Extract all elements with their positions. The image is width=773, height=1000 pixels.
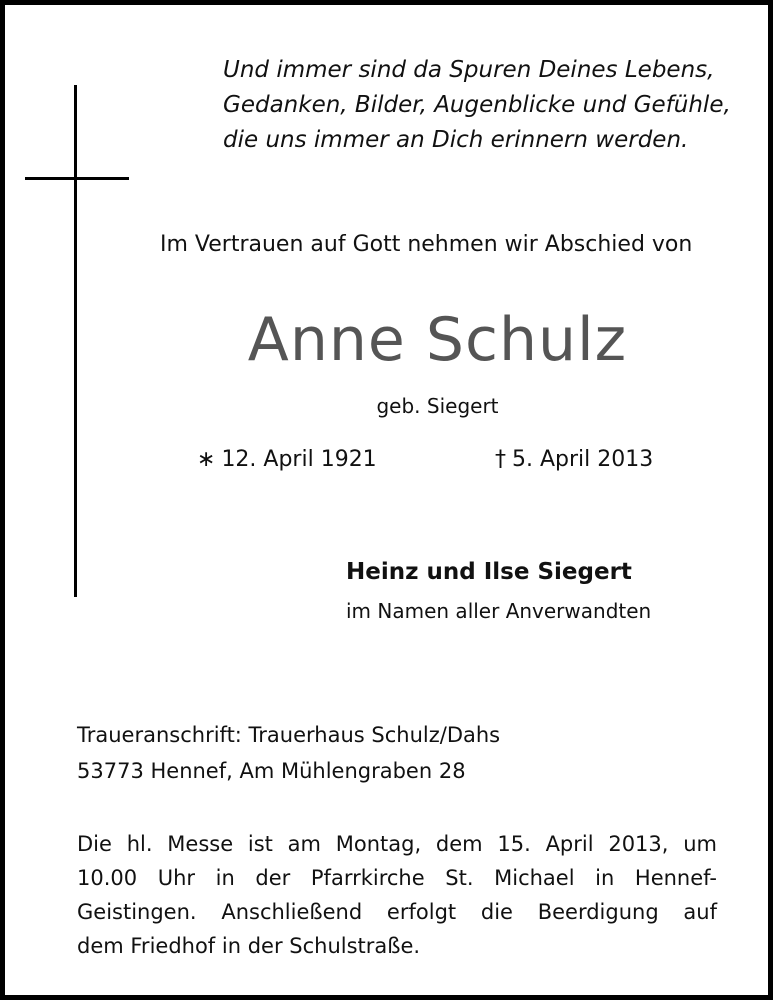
mourning-address xyxy=(77,717,717,789)
death-info xyxy=(495,445,653,475)
verse-line: Und immer sind da Spuren Deines Lebens, xyxy=(223,57,715,83)
maiden-name: geb. Siegert xyxy=(376,394,499,418)
mourner-names: Heinz und Ilse Siegert xyxy=(346,559,632,585)
birth-info xyxy=(197,445,377,475)
mass-line: 10.00 Uhr in der Pfarrkirche St. Michael in Hennef- xyxy=(77,866,717,890)
address-line: 53773 Hennef, Am Mühlengraben 28 xyxy=(77,759,466,783)
mass-notice xyxy=(77,827,717,963)
verse-line: Gedanken, Bilder, Augenblicke und Gefühle, xyxy=(223,92,731,118)
mass-line: dem Friedhof in der Schulstraße. xyxy=(77,934,421,958)
birth-star-icon: ∗ xyxy=(197,447,216,472)
mass-line: Die hl. Messe ist am Montag, dem 15. April 2013, um xyxy=(77,832,717,856)
death-dagger-icon: † xyxy=(495,447,506,472)
address-line: Traueranschrift: Trauerhaus Schulz/Dahs xyxy=(77,723,501,747)
memorial-verse xyxy=(223,53,763,158)
deceased-name: Anne Schulz xyxy=(247,305,628,375)
verse-line: die uns immer an Dich erinnern werden. xyxy=(223,127,689,153)
farewell-intro: Im Vertrauen auf Gott nehmen wir Abschied von xyxy=(160,232,693,257)
mourner-subtitle: im Namen aller Anverwandten xyxy=(346,599,652,623)
death-date: 5. April 2013 xyxy=(512,447,654,472)
mass-line: Geistingen. Anschließend erfolgt die Beerdigung auf xyxy=(77,900,717,924)
cross-horizontal-bar xyxy=(25,177,129,180)
birth-date: 12. April 1921 xyxy=(221,447,377,472)
